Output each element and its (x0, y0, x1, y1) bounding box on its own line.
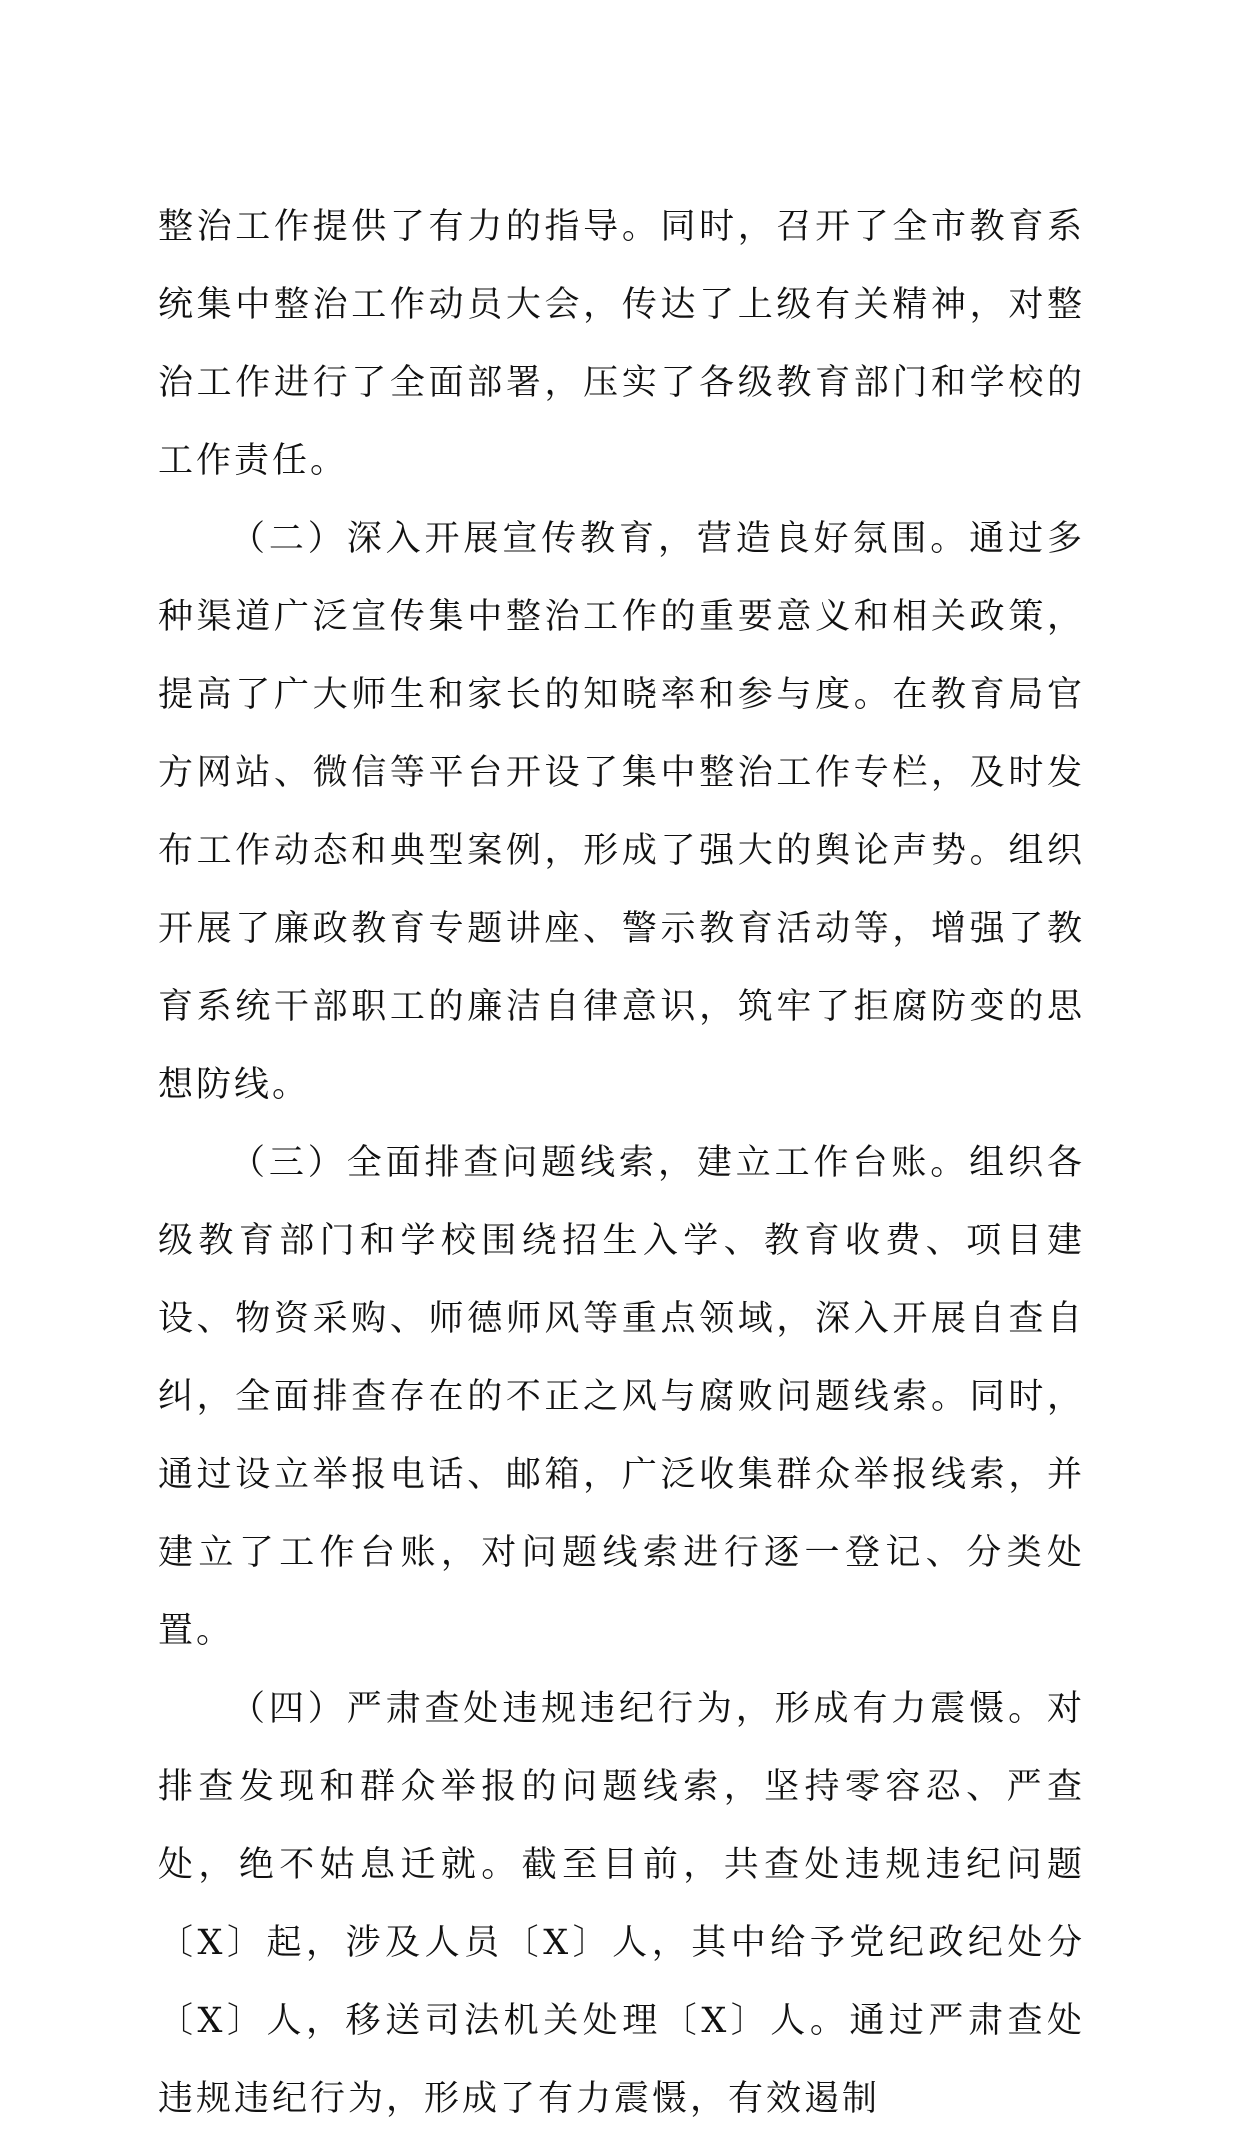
paragraph-section-3: （三）全面排查问题线索，建立工作台账。组织各级教育部门和学校围绕招生入学、教育收费、项目建设、物资采购、师德师风等重点领域，深入开展自查自纠，全面排查存在的不正之风与腐败问题线索。同时，通过设立举报电话、邮箱，广泛收集群众举报线索，并建立了工作台账，对问题线索进行逐一登记、分类处置。 (158, 1143, 1085, 1651)
paragraph-section-4: （四）严肃查处违规违纪行为，形成有力震慑。对排查发现和群众举报的问题线索，坚持零容忍、严查处，绝不姑息迁就。截至目前，共查处违规违纪问题〔X〕起，涉及人员〔X〕人，其中给予党纪政纪处分〔X〕人，移送司法机关处理〔X〕人。通过严肃查处违规违纪行为，形成了有力震慑，有效遏制 (158, 1689, 1085, 2119)
paragraph-section-2: （二）深入开展宣传教育，营造良好氛围。通过多种渠道广泛宣传集中整治工作的重要意义和相关政策，提高了广大师生和家长的知晓率和参与度。在教育局官方网站、微信等平台开设了集中整治工作专栏，及时发布工作动态和典型案例，形成了强大的舆论声势。组织开展了廉政教育专题讲座、警示教育活动等，增强了教育系统干部职工的廉洁自律意识，筑牢了拒腐防变的思想防线。 (158, 519, 1085, 1105)
document-body (158, 188, 1085, 2138)
paragraph-continuation: 整治工作提供了有力的指导。同时，召开了全市教育系统集中整治工作动员大会，传达了上级有关精神，对整治工作进行了全面部署，压实了各级教育部门和学校的工作责任。 (158, 207, 1085, 481)
